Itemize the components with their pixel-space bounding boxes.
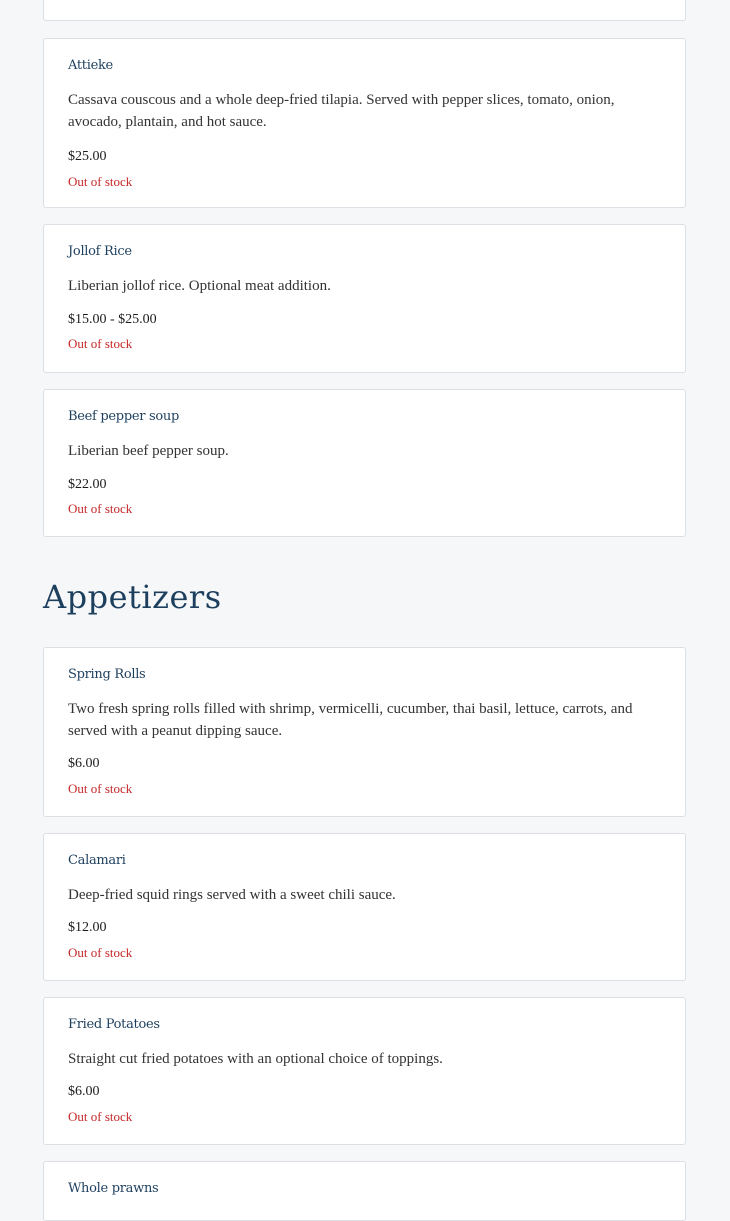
menu-item-price: $22.00 — [68, 477, 107, 492]
menu-item-card[interactable] — [43, 389, 686, 537]
menu-item-name[interactable]: Attieke — [68, 58, 113, 73]
menu-item-card[interactable] — [43, 38, 686, 208]
section-title-appetizers: Appetizers — [43, 578, 222, 616]
menu-item-description: Deep-fried squid rings served with a sweet chili sauce. — [68, 887, 396, 903]
menu-item-card[interactable] — [43, 647, 686, 817]
menu-item-card-partial-top[interactable] — [43, 0, 686, 21]
menu-item-name[interactable]: Jollof Rice — [68, 244, 132, 259]
menu-item-name[interactable]: Beef pepper soup — [68, 409, 179, 424]
menu-item-price: $6.00 — [68, 756, 100, 771]
menu-item-card[interactable] — [43, 833, 686, 981]
menu-item-card[interactable] — [43, 224, 686, 373]
menu-item-description: Liberian beef pepper soup. — [68, 443, 229, 459]
stock-status: Out of stock — [68, 336, 133, 351]
menu-item-card[interactable] — [43, 1161, 686, 1221]
menu-item-price: $15.00 - $25.00 — [68, 312, 157, 327]
stock-status: Out of stock — [68, 1109, 133, 1124]
menu-item-description: Liberian jollof rice. Optional meat addition. — [68, 278, 331, 294]
menu-item-price: $6.00 — [68, 1084, 100, 1099]
stock-status: Out of stock — [68, 174, 133, 189]
menu-item-description: Two fresh spring rolls filled with shrimp, vermicelli, cucumber, thai basil, lettuce, carrots, and served with a peanut dipping sauce. — [68, 701, 633, 739]
menu-item-card[interactable] — [43, 997, 686, 1145]
stock-status: Out of stock — [68, 781, 133, 796]
menu-item-description: Cassava couscous and a whole deep-fried tilapia. Served with pepper slices, tomato, onion, avocado, plantain, and hot sauce. — [68, 92, 615, 130]
menu-item-price: $12.00 — [68, 920, 107, 935]
menu-item-name[interactable]: Whole prawns — [68, 1181, 159, 1196]
menu-item-name[interactable]: Calamari — [68, 853, 126, 868]
menu-item-price: $25.00 — [68, 149, 107, 164]
stock-status: Out of stock — [68, 501, 133, 516]
menu-item-description: Straight cut fried potatoes with an optional choice of toppings. — [68, 1051, 443, 1067]
menu-item-name[interactable]: Fried Potatoes — [68, 1017, 160, 1032]
menu-item-name[interactable]: Spring Rolls — [68, 667, 146, 682]
stock-status: Out of stock — [68, 945, 133, 960]
